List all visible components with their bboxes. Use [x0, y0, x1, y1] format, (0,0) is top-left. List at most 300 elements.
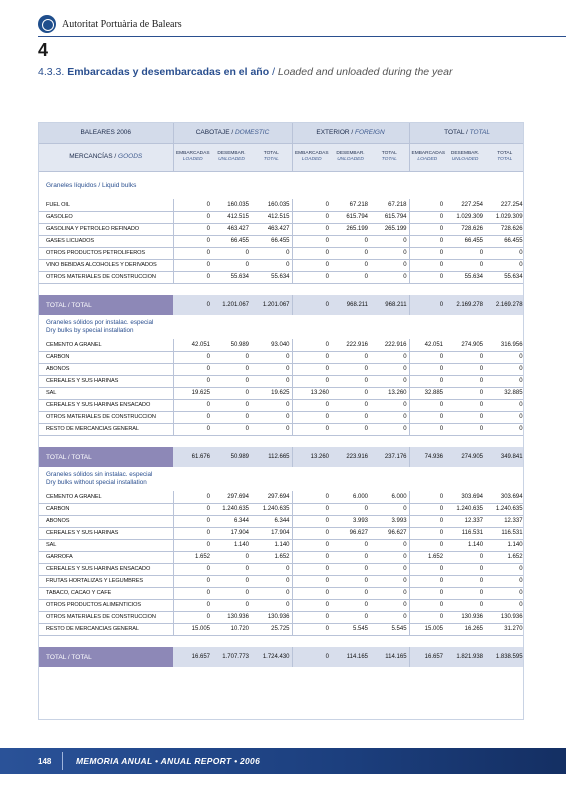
- row-value: 0: [370, 563, 409, 575]
- row-value: 0: [292, 503, 331, 515]
- row-value: 0: [292, 375, 331, 387]
- header-group: TOTAL / TOTAL: [409, 123, 524, 143]
- row-value: 15.005: [409, 623, 445, 635]
- section-title-row: [39, 315, 524, 339]
- row-value: 0: [292, 587, 331, 599]
- header-group-en: FOREIGN: [355, 129, 385, 137]
- spacer-row: [39, 435, 524, 447]
- row-value: 0: [212, 563, 251, 575]
- header-group-es: EXTERIOR: [316, 129, 350, 137]
- header-subcol-es: TOTAL: [497, 151, 513, 156]
- table-row: [39, 387, 524, 399]
- row-value: 0: [331, 351, 370, 363]
- row-value: 0: [212, 363, 251, 375]
- total-value: 16.657: [409, 647, 445, 667]
- row-value: 0: [409, 587, 445, 599]
- row-value: 0: [409, 375, 445, 387]
- row-value: 0: [445, 387, 485, 399]
- row-value: 0: [409, 423, 445, 435]
- row-value: 0: [409, 399, 445, 411]
- row-value: 0: [331, 271, 370, 283]
- row-value: 615.794: [331, 211, 370, 223]
- row-value: 0: [212, 387, 251, 399]
- row-label: CEREALES Y SUS HARINAS: [39, 527, 173, 539]
- header-subcol-es: DESEMBAR.: [450, 151, 480, 156]
- row-value: 93.040: [251, 339, 292, 351]
- table-row: [39, 527, 524, 539]
- spacer-cell: [39, 283, 524, 295]
- row-value: 0: [292, 351, 331, 363]
- table-row: [39, 235, 524, 247]
- table-row: [39, 351, 524, 363]
- row-value: 0: [370, 235, 409, 247]
- row-value: 0: [292, 515, 331, 527]
- row-value: 0: [292, 271, 331, 283]
- section-title-es: Embarcadas y desembarcadas en el año: [67, 66, 270, 78]
- header-group: EXTERIOR / FOREIGN: [292, 123, 409, 143]
- row-value: 42.051: [409, 339, 445, 351]
- row-value: 0: [173, 199, 212, 211]
- row-label: FRUTAS HORTALIZAS Y LEGUMBRES: [39, 575, 173, 587]
- row-value: 66.455: [251, 235, 292, 247]
- row-value: 0: [251, 363, 292, 375]
- row-value: 0: [251, 351, 292, 363]
- row-value: 0: [331, 423, 370, 435]
- row-value: 0: [292, 623, 331, 635]
- row-value: 50.989: [212, 339, 251, 351]
- row-value: 0: [173, 411, 212, 423]
- row-label: CEREALES Y SUS HARINAS ENSACADO: [39, 399, 173, 411]
- total-value: 1.821.938: [445, 647, 485, 667]
- row-value: 0: [409, 223, 445, 235]
- header-subcol-es: DESEMBAR.: [217, 151, 246, 156]
- row-value: 0: [173, 375, 212, 387]
- row-value: 0: [173, 235, 212, 247]
- row-value: 412.515: [251, 211, 292, 223]
- row-value: 0: [212, 599, 251, 611]
- row-value: 0: [173, 515, 212, 527]
- total-value: 1.838.595: [485, 647, 524, 667]
- row-value: 0: [331, 551, 370, 563]
- section-title-row: [39, 467, 524, 491]
- row-value: 0: [292, 363, 331, 375]
- row-label: GARROFA: [39, 551, 173, 563]
- section-title: [39, 315, 524, 339]
- total-value: 223.916: [331, 447, 370, 467]
- row-value: 0: [445, 247, 485, 259]
- header-subcol-en: TOTAL: [497, 157, 513, 162]
- total-value: 349.841: [485, 447, 524, 467]
- row-label: OTROS PRODUCTOS PETROLIFEROS: [39, 247, 173, 259]
- row-label: RESTO DE MERCANCIAS GENERAL: [39, 423, 173, 435]
- header-group: CABOTAJE / DOMESTIC: [173, 123, 292, 143]
- table-row: [39, 491, 524, 503]
- row-value: 0: [485, 399, 524, 411]
- row-value: 0: [331, 587, 370, 599]
- row-value: 55.634: [445, 271, 485, 283]
- row-value: 0: [251, 587, 292, 599]
- total-value: 0: [409, 295, 445, 315]
- row-value: 0: [212, 575, 251, 587]
- row-value: 66.455: [445, 235, 485, 247]
- row-value: 0: [292, 563, 331, 575]
- header-subcol: [370, 143, 409, 171]
- row-value: 0: [485, 575, 524, 587]
- row-label: FUEL OIL: [39, 199, 173, 211]
- header-subcol: [251, 143, 292, 171]
- header-corner: BALEARES 2006: [39, 123, 173, 143]
- row-value: 15.005: [173, 623, 212, 635]
- row-value: 5.545: [331, 623, 370, 635]
- section-heading: [38, 66, 452, 78]
- row-value: 0: [212, 351, 251, 363]
- row-value: 0: [370, 551, 409, 563]
- footer-divider: [62, 752, 63, 770]
- row-value: 0: [409, 611, 445, 623]
- row-value: 227.254: [485, 199, 524, 211]
- row-value: 12.337: [485, 515, 524, 527]
- total-value: 16.657: [173, 647, 212, 667]
- row-value: 0: [409, 539, 445, 551]
- row-value: 0: [445, 563, 485, 575]
- row-label: CEMENTO A GRANEL: [39, 491, 173, 503]
- row-value: 3.993: [331, 515, 370, 527]
- row-value: 1.240.635: [212, 503, 251, 515]
- row-value: 0: [292, 399, 331, 411]
- row-value: 1.652: [251, 551, 292, 563]
- row-value: 0: [251, 423, 292, 435]
- row-value: 13.260: [292, 387, 331, 399]
- row-value: 0: [445, 363, 485, 375]
- row-value: 0: [292, 491, 331, 503]
- row-value: 13.260: [370, 387, 409, 399]
- table-row: [39, 539, 524, 551]
- header-subcol: [409, 143, 445, 171]
- row-value: 0: [445, 587, 485, 599]
- section-title-line: Graneles sólidos por instalac. especial: [46, 319, 154, 326]
- page-footer: [0, 748, 566, 774]
- row-value: 96.627: [331, 527, 370, 539]
- section-title-en: Loaded and unloaded during the year: [277, 66, 453, 78]
- section-number: 4.3.3.: [38, 66, 65, 78]
- row-value: 0: [251, 563, 292, 575]
- page-header: [38, 14, 182, 34]
- row-value: 0: [173, 271, 212, 283]
- row-value: 0: [173, 259, 212, 271]
- row-value: 0: [292, 235, 331, 247]
- row-value: 6.000: [370, 491, 409, 503]
- section-title-line: Dry bulks without special installation: [46, 479, 147, 486]
- row-value: 0: [409, 199, 445, 211]
- row-value: 0: [173, 527, 212, 539]
- total-value: 1.201.067: [212, 295, 251, 315]
- header-subcol-es: EMBARCADAS: [175, 151, 210, 156]
- total-value: 237.176: [370, 447, 409, 467]
- header-group-es: TOTAL: [444, 129, 465, 137]
- total-value: 0: [173, 295, 212, 315]
- row-value: 0: [370, 399, 409, 411]
- table-row: [39, 271, 524, 283]
- row-value: 0: [370, 503, 409, 515]
- total-row: [39, 447, 524, 467]
- header-subcol-es: EMBARCADAS: [411, 151, 446, 156]
- spacer-row: [39, 635, 524, 647]
- row-value: 0: [292, 599, 331, 611]
- row-value: 16.265: [445, 623, 485, 635]
- row-value: 0: [292, 539, 331, 551]
- row-value: 1.652: [173, 551, 212, 563]
- table-row: [39, 399, 524, 411]
- total-value: 74.936: [409, 447, 445, 467]
- row-value: 12.337: [445, 515, 485, 527]
- row-value: 17.904: [251, 527, 292, 539]
- row-value: 0: [331, 539, 370, 551]
- row-value: 0: [485, 587, 524, 599]
- row-label: SAL: [39, 539, 173, 551]
- row-value: 0: [370, 259, 409, 271]
- row-value: 0: [212, 259, 251, 271]
- row-value: 0: [445, 399, 485, 411]
- row-value: 0: [370, 271, 409, 283]
- table-row: [39, 339, 524, 351]
- row-value: 0: [212, 375, 251, 387]
- table-row: [39, 375, 524, 387]
- total-row: [39, 647, 524, 667]
- row-value: 615.794: [370, 211, 409, 223]
- row-value: 160.035: [212, 199, 251, 211]
- table-row: [39, 587, 524, 599]
- total-value: 968.211: [331, 295, 370, 315]
- table-row: [39, 247, 524, 259]
- row-value: 0: [409, 411, 445, 423]
- row-value: 0: [173, 247, 212, 259]
- header-subcol: [212, 143, 251, 171]
- row-value: 316.956: [485, 339, 524, 351]
- row-label: OTROS PRODUCTOS ALIMENTICIOS: [39, 599, 173, 611]
- total-value: 1.707.773: [212, 647, 251, 667]
- row-value: 0: [331, 611, 370, 623]
- row-value: 1.140: [212, 539, 251, 551]
- row-value: 6.000: [331, 491, 370, 503]
- total-value: 112.665: [251, 447, 292, 467]
- table-row: [39, 611, 524, 623]
- header-group-en: DOMESTIC: [234, 129, 270, 137]
- row-value: 31.270: [485, 623, 524, 635]
- header-rule: [38, 36, 566, 37]
- row-value: 55.634: [485, 271, 524, 283]
- report-title: MEMORIA ANUAL • ANUAL REPORT • 2006: [76, 756, 261, 766]
- table-header-groups: [39, 123, 524, 143]
- row-value: 0: [370, 587, 409, 599]
- row-value: 0: [331, 363, 370, 375]
- row-value: 1.140: [485, 539, 524, 551]
- row-label: OTROS MATERIALES DE CONSTRUCCION: [39, 411, 173, 423]
- total-value: 968.211: [370, 295, 409, 315]
- section-title-line: Graneles líquidos / Liquid bulks: [46, 181, 137, 189]
- section-title-separator: /: [272, 66, 275, 78]
- header-subcol: [292, 143, 331, 171]
- row-label: CEREALES Y SUS HARINAS: [39, 375, 173, 387]
- table-row: [39, 623, 524, 635]
- total-value: 1.724.430: [251, 647, 292, 667]
- row-value: 0: [409, 515, 445, 527]
- row-value: 297.694: [212, 491, 251, 503]
- header-subcol: [445, 143, 485, 171]
- row-label: ABONOS: [39, 515, 173, 527]
- table-row: [39, 411, 524, 423]
- row-value: 0: [409, 271, 445, 283]
- total-value: 0: [292, 647, 331, 667]
- total-value: 13.260: [292, 447, 331, 467]
- row-value: 66.455: [485, 235, 524, 247]
- row-value: 0: [409, 599, 445, 611]
- row-value: 19.625: [251, 387, 292, 399]
- section-title: [39, 467, 524, 491]
- total-value: 114.165: [331, 647, 370, 667]
- section-title: [39, 171, 524, 199]
- row-label: GASES LICUADOS: [39, 235, 173, 247]
- row-value: 0: [409, 259, 445, 271]
- chapter-number: 4: [38, 40, 49, 60]
- row-value: 0: [445, 575, 485, 587]
- row-value: 0: [292, 527, 331, 539]
- row-label: CARBON: [39, 503, 173, 515]
- row-label: CEMENTO A GRANEL: [39, 339, 173, 351]
- row-value: 130.936: [445, 611, 485, 623]
- row-value: 1.140: [445, 539, 485, 551]
- row-value: 0: [485, 363, 524, 375]
- row-value: 0: [292, 339, 331, 351]
- row-value: 0: [251, 599, 292, 611]
- row-value: 0: [370, 351, 409, 363]
- row-value: 0: [173, 491, 212, 503]
- header-subcol-en: LOADED: [301, 157, 322, 162]
- page-number: 148: [38, 757, 52, 766]
- row-value: 0: [173, 539, 212, 551]
- row-value: 0: [485, 375, 524, 387]
- row-value: 55.634: [251, 271, 292, 283]
- row-value: 0: [409, 351, 445, 363]
- row-value: 0: [173, 587, 212, 599]
- row-value: 1.240.635: [251, 503, 292, 515]
- table-row: [39, 199, 524, 211]
- total-label: TOTAL / TOTAL: [39, 647, 173, 667]
- total-value: 1.201.067: [251, 295, 292, 315]
- row-value: 5.545: [370, 623, 409, 635]
- table-row: [39, 223, 524, 235]
- row-value: 0: [485, 411, 524, 423]
- table-row: [39, 259, 524, 271]
- row-value: 463.427: [212, 223, 251, 235]
- row-value: 10.720: [212, 623, 251, 635]
- row-value: 0: [292, 551, 331, 563]
- header-subcol-en: TOTAL: [381, 157, 397, 162]
- row-value: 0: [485, 423, 524, 435]
- row-value: 0: [173, 399, 212, 411]
- row-value: 6.344: [251, 515, 292, 527]
- header-subcol-en: UNLOADED: [337, 157, 364, 162]
- row-value: 728.626: [445, 223, 485, 235]
- row-value: 0: [292, 199, 331, 211]
- row-value: 55.634: [212, 271, 251, 283]
- header-subcol-en: TOTAL: [263, 157, 279, 162]
- total-label: TOTAL / TOTAL: [39, 447, 173, 467]
- row-value: 1.029.309: [485, 211, 524, 223]
- row-value: 0: [370, 411, 409, 423]
- header-subcol: [485, 143, 524, 171]
- row-value: 66.455: [212, 235, 251, 247]
- spacer-row: [39, 283, 524, 295]
- row-value: 0: [212, 423, 251, 435]
- row-value: 32.885: [409, 387, 445, 399]
- row-value: 1.652: [409, 551, 445, 563]
- row-value: 0: [409, 563, 445, 575]
- header-group-en: TOTAL: [469, 129, 490, 137]
- row-value: 0: [445, 423, 485, 435]
- port-authority-logo-icon: [38, 15, 56, 33]
- header-subcol-en: UNLOADED: [451, 157, 479, 162]
- row-value: 0: [173, 575, 212, 587]
- table-row: [39, 503, 524, 515]
- total-value: 2.169.278: [485, 295, 524, 315]
- row-value: 303.694: [445, 491, 485, 503]
- row-label: GASOLINA Y PETROLEO REFINADO: [39, 223, 173, 235]
- row-value: 130.936: [251, 611, 292, 623]
- row-value: 0: [409, 491, 445, 503]
- row-value: 222.916: [370, 339, 409, 351]
- header-subcol-en: LOADED: [182, 157, 203, 162]
- row-value: 0: [212, 247, 251, 259]
- table-row: [39, 423, 524, 435]
- section-title-line: Graneles sólidos sin instalac. especial: [46, 471, 153, 478]
- row-value: 0: [409, 247, 445, 259]
- total-value: 0: [292, 295, 331, 315]
- row-value: 0: [370, 611, 409, 623]
- row-value: 116.531: [485, 527, 524, 539]
- header-subcol-es: DESEMBAR.: [336, 151, 365, 156]
- row-value: 19.625: [173, 387, 212, 399]
- row-value: 0: [173, 423, 212, 435]
- row-value: 42.051: [173, 339, 212, 351]
- row-value: 0: [292, 211, 331, 223]
- organization-name: Autoritat Portuària de Balears: [62, 18, 182, 30]
- row-value: 274.905: [445, 339, 485, 351]
- table-row: [39, 515, 524, 527]
- row-value: 0: [212, 551, 251, 563]
- row-value: 0: [409, 503, 445, 515]
- row-label: VINO BEBIDAS ALCOHOLES Y DERIVADOS: [39, 259, 173, 271]
- row-value: 0: [409, 363, 445, 375]
- total-label: TOTAL / TOTAL: [39, 295, 173, 315]
- row-value: 0: [173, 503, 212, 515]
- row-label: ABONOS: [39, 363, 173, 375]
- header-subcol-en: LOADED: [417, 157, 438, 162]
- row-value: 0: [409, 235, 445, 247]
- table-row: [39, 599, 524, 611]
- row-label: TABACO, CACAO Y CAFE: [39, 587, 173, 599]
- row-value: 227.254: [445, 199, 485, 211]
- row-value: 67.218: [331, 199, 370, 211]
- header-subcol-es: EMBARCADAS: [294, 151, 329, 156]
- row-value: 0: [173, 563, 212, 575]
- row-value: 0: [331, 503, 370, 515]
- row-value: 0: [173, 611, 212, 623]
- row-value: 0: [445, 411, 485, 423]
- row-value: 0: [292, 411, 331, 423]
- table-header-subcols: [39, 143, 524, 171]
- table-row: [39, 211, 524, 223]
- row-value: 0: [370, 539, 409, 551]
